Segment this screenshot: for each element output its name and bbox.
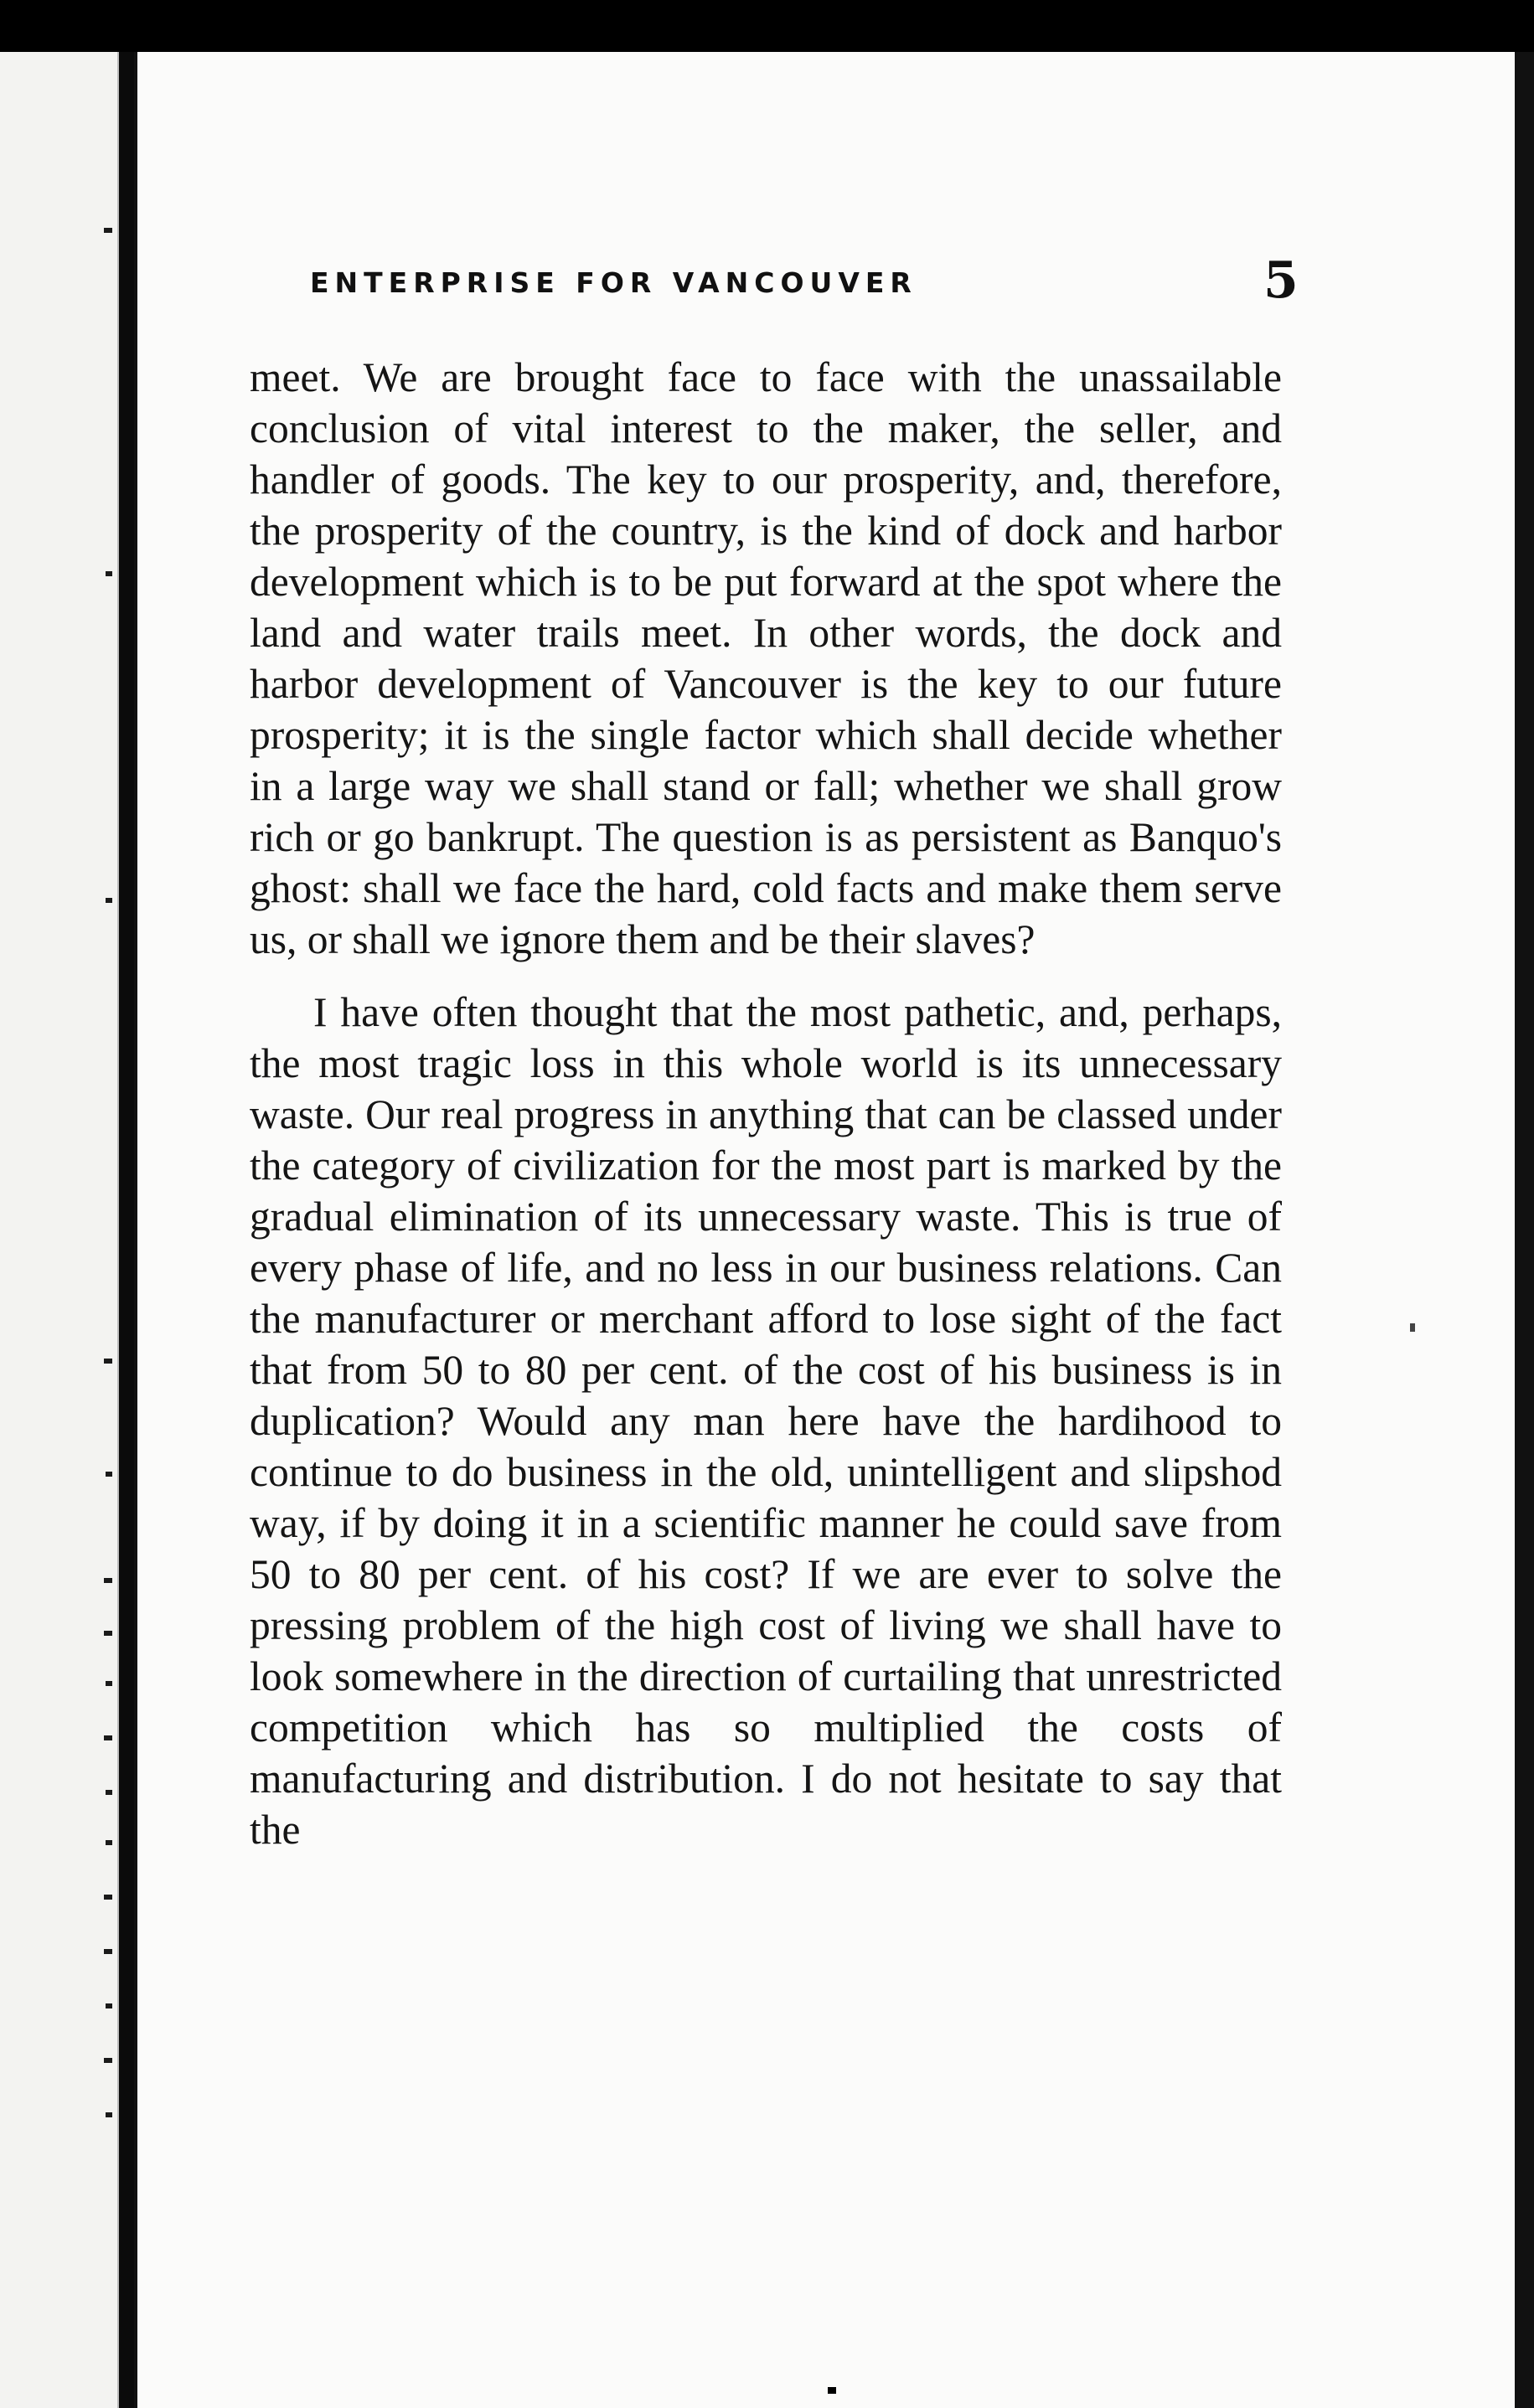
scan-top-border xyxy=(0,0,1534,52)
body-text xyxy=(250,352,1282,1877)
running-head: ENTERPRISE FOR VANCOUVER xyxy=(310,266,917,299)
print-fragment xyxy=(104,1895,112,1900)
print-fragment xyxy=(106,898,112,903)
print-fragment xyxy=(106,1472,112,1477)
print-fragment xyxy=(106,571,112,576)
scan-right-border xyxy=(1515,52,1534,2408)
paragraph: I have often thought that the most pathetic, and, perhaps, the most tragic loss in this whole world is its unnecessary waste. Our real progress in anything that can be classed under the category of civilization for the most part is marked by the gradual elimination of its unnecessary waste. This is true of every phase of life, and no less in our business relations. Can the manufacturer or merchant afford to lose sight of the fact that from 50 to 80 per cent. of the cost of his business is in duplication? Would any man here have the hardihood to continue to do business in the old, unintelligent and slipshod way, if by doing it in a scientific manner he could save from 50 to 80 per cent. of his cost? If we are ever to solve the pressing problem of the high cost of living we shall have to look somewhere in the direction of curtailing that unrestricted competition which has so multiplied the costs of manufacturing and distribution. I do not hesitate to say that the xyxy=(250,989,1282,1853)
print-fragment xyxy=(106,2003,112,2008)
page-gutter-shadow xyxy=(119,52,134,2408)
margin-speck xyxy=(1410,1323,1415,1332)
print-fragment xyxy=(106,1681,112,1686)
print-fragment xyxy=(104,228,112,233)
print-fragment xyxy=(104,1359,112,1364)
print-fragment xyxy=(104,1631,112,1636)
print-fragment xyxy=(104,1949,112,1954)
scan-speck xyxy=(828,2387,836,2394)
previous-page-edge xyxy=(0,52,119,2408)
print-fragment xyxy=(106,2112,112,2117)
paragraph: meet. We are brought face to face with the unassailable conclusion of vital interest to the maker, the seller, and handler of goods. The key to our prosperity, and, therefore, the prosperity of the country, is the kind of dock and harbor development which is to be put forward at the spot where the land and water trails meet. In other words, the dock and harbor development of Vancouver is the key to our future prosperity; it is the single factor which shall decide whether in a large way we shall stand or fall; whether we shall grow rich or go bankrupt. The question is as persistent as Banquo's ghost: shall we face the hard, cold facts and make them serve us, or shall we ignore them and be their slaves? xyxy=(250,354,1282,962)
print-fragment xyxy=(104,2058,112,2063)
print-fragment xyxy=(104,1735,112,1740)
print-fragment xyxy=(106,1840,112,1845)
print-fragment xyxy=(104,1578,112,1583)
page-number: 5 xyxy=(1263,251,1299,310)
print-fragment xyxy=(106,1790,112,1795)
